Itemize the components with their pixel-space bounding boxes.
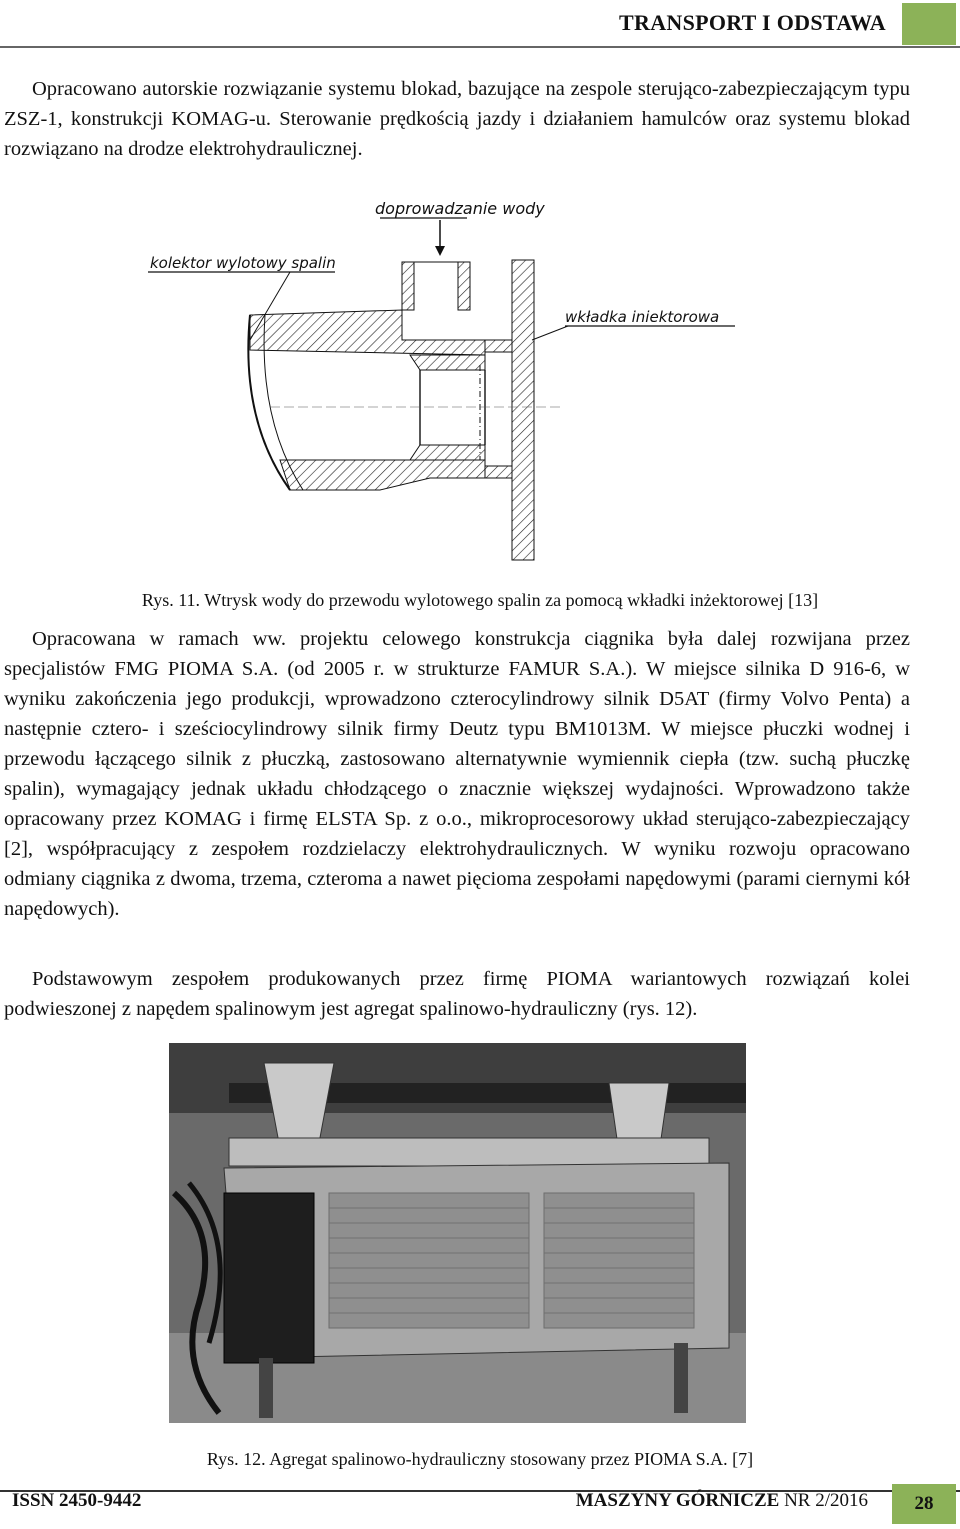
paragraph-blokady: Opracowano autorskie rozwiązanie systemu blokad, bazujące na zespole sterująco-zabezpieczającym typu ZSZ-1, konstrukcji KOMAG-u. Sterowanie prędkością jazdy i działaniem hamulców oraz systemu blokad rozwiązano na drodze elektrohydraulicznej. [4,78,910,160]
figure-11-caption: Rys. 11. Wtrysk wody do przewodu wylotowego spalin za pomocą wkładki inżektorowej [13] [141,590,819,610]
header-divider [0,46,960,48]
header-accent-block [902,3,956,45]
figure-injector-drawing [140,190,760,570]
running-header-title: TRANSPORT I ODSTAWA [619,10,886,35]
footer-issue: NR 2/2016 [779,1490,868,1511]
label-injector-insert: wkładka iniektorowa [565,308,720,326]
figure-12-caption: Rys. 12. Agregat spalinowo-hydrauliczny stosowany przez PIOMA S.A. [7] [206,1449,754,1469]
footer-magazine-name: MASZYNY GÓRNICZE [575,1490,780,1511]
label-water-supply: doprowadzanie wody [375,199,545,218]
label-exhaust-collector: kolektor wylotowy spalin [150,254,336,272]
footer-issn: ISSN 2450-9442 [12,1490,142,1511]
figure-aggregate-photo [169,1043,746,1423]
page-number: 28 [892,1484,956,1524]
grille-right [544,1193,694,1328]
paragraph-development: Opracowana w ramach ww. projektu celowego konstrukcja ciągnika była dalej rozwijana przez specjalistów FMG PIOMA S.A. (od 2005 r. w strukturze FAMUR S.A.). W miejsce silnika D 916-6, w wyniku zakończenia jego produkcji, wprowadzono czterocylindrowy silnik D5AT (firmy Volvo Penta) a następnie cztero- i sześciocylindrowy silnik firmy Deutz typu BM1013M. W miejsce płuczki wodnej i przewodu łączącego silnik z płuczką, zastosowano alternatywnie wymiennik ciepła (tzw. suchą płuczkę spalin), wymagający jednak układu chłodzącego o znacznie większej wydajności. Wprowadzono także opracowany przez KOMAG i firmę ELSTA Sp. z o.o., mikroprocesorowy układ sterująco-zabezpieczający [2], współpracujący z zespołem rozdzielaczy elektrohydraulicznych. W wyniku rozwoju opracowano odmiany ciągnika z dwoma, trzema, czteroma a nawet pięcioma zespołami napędowymi (parami ciernymi kół napędowych). [4,628,910,920]
grille-left [329,1193,529,1328]
paragraph-pioma: Podstawowym zespołem produkowanych przez firmę PIOMA wariantowych rozwiązań kolei podwieszonej z napędem spalinowym jest agregat spalinowo-hydrauliczny (rys. 12). [4,968,910,1020]
footer-magazine [576,1490,868,1512]
